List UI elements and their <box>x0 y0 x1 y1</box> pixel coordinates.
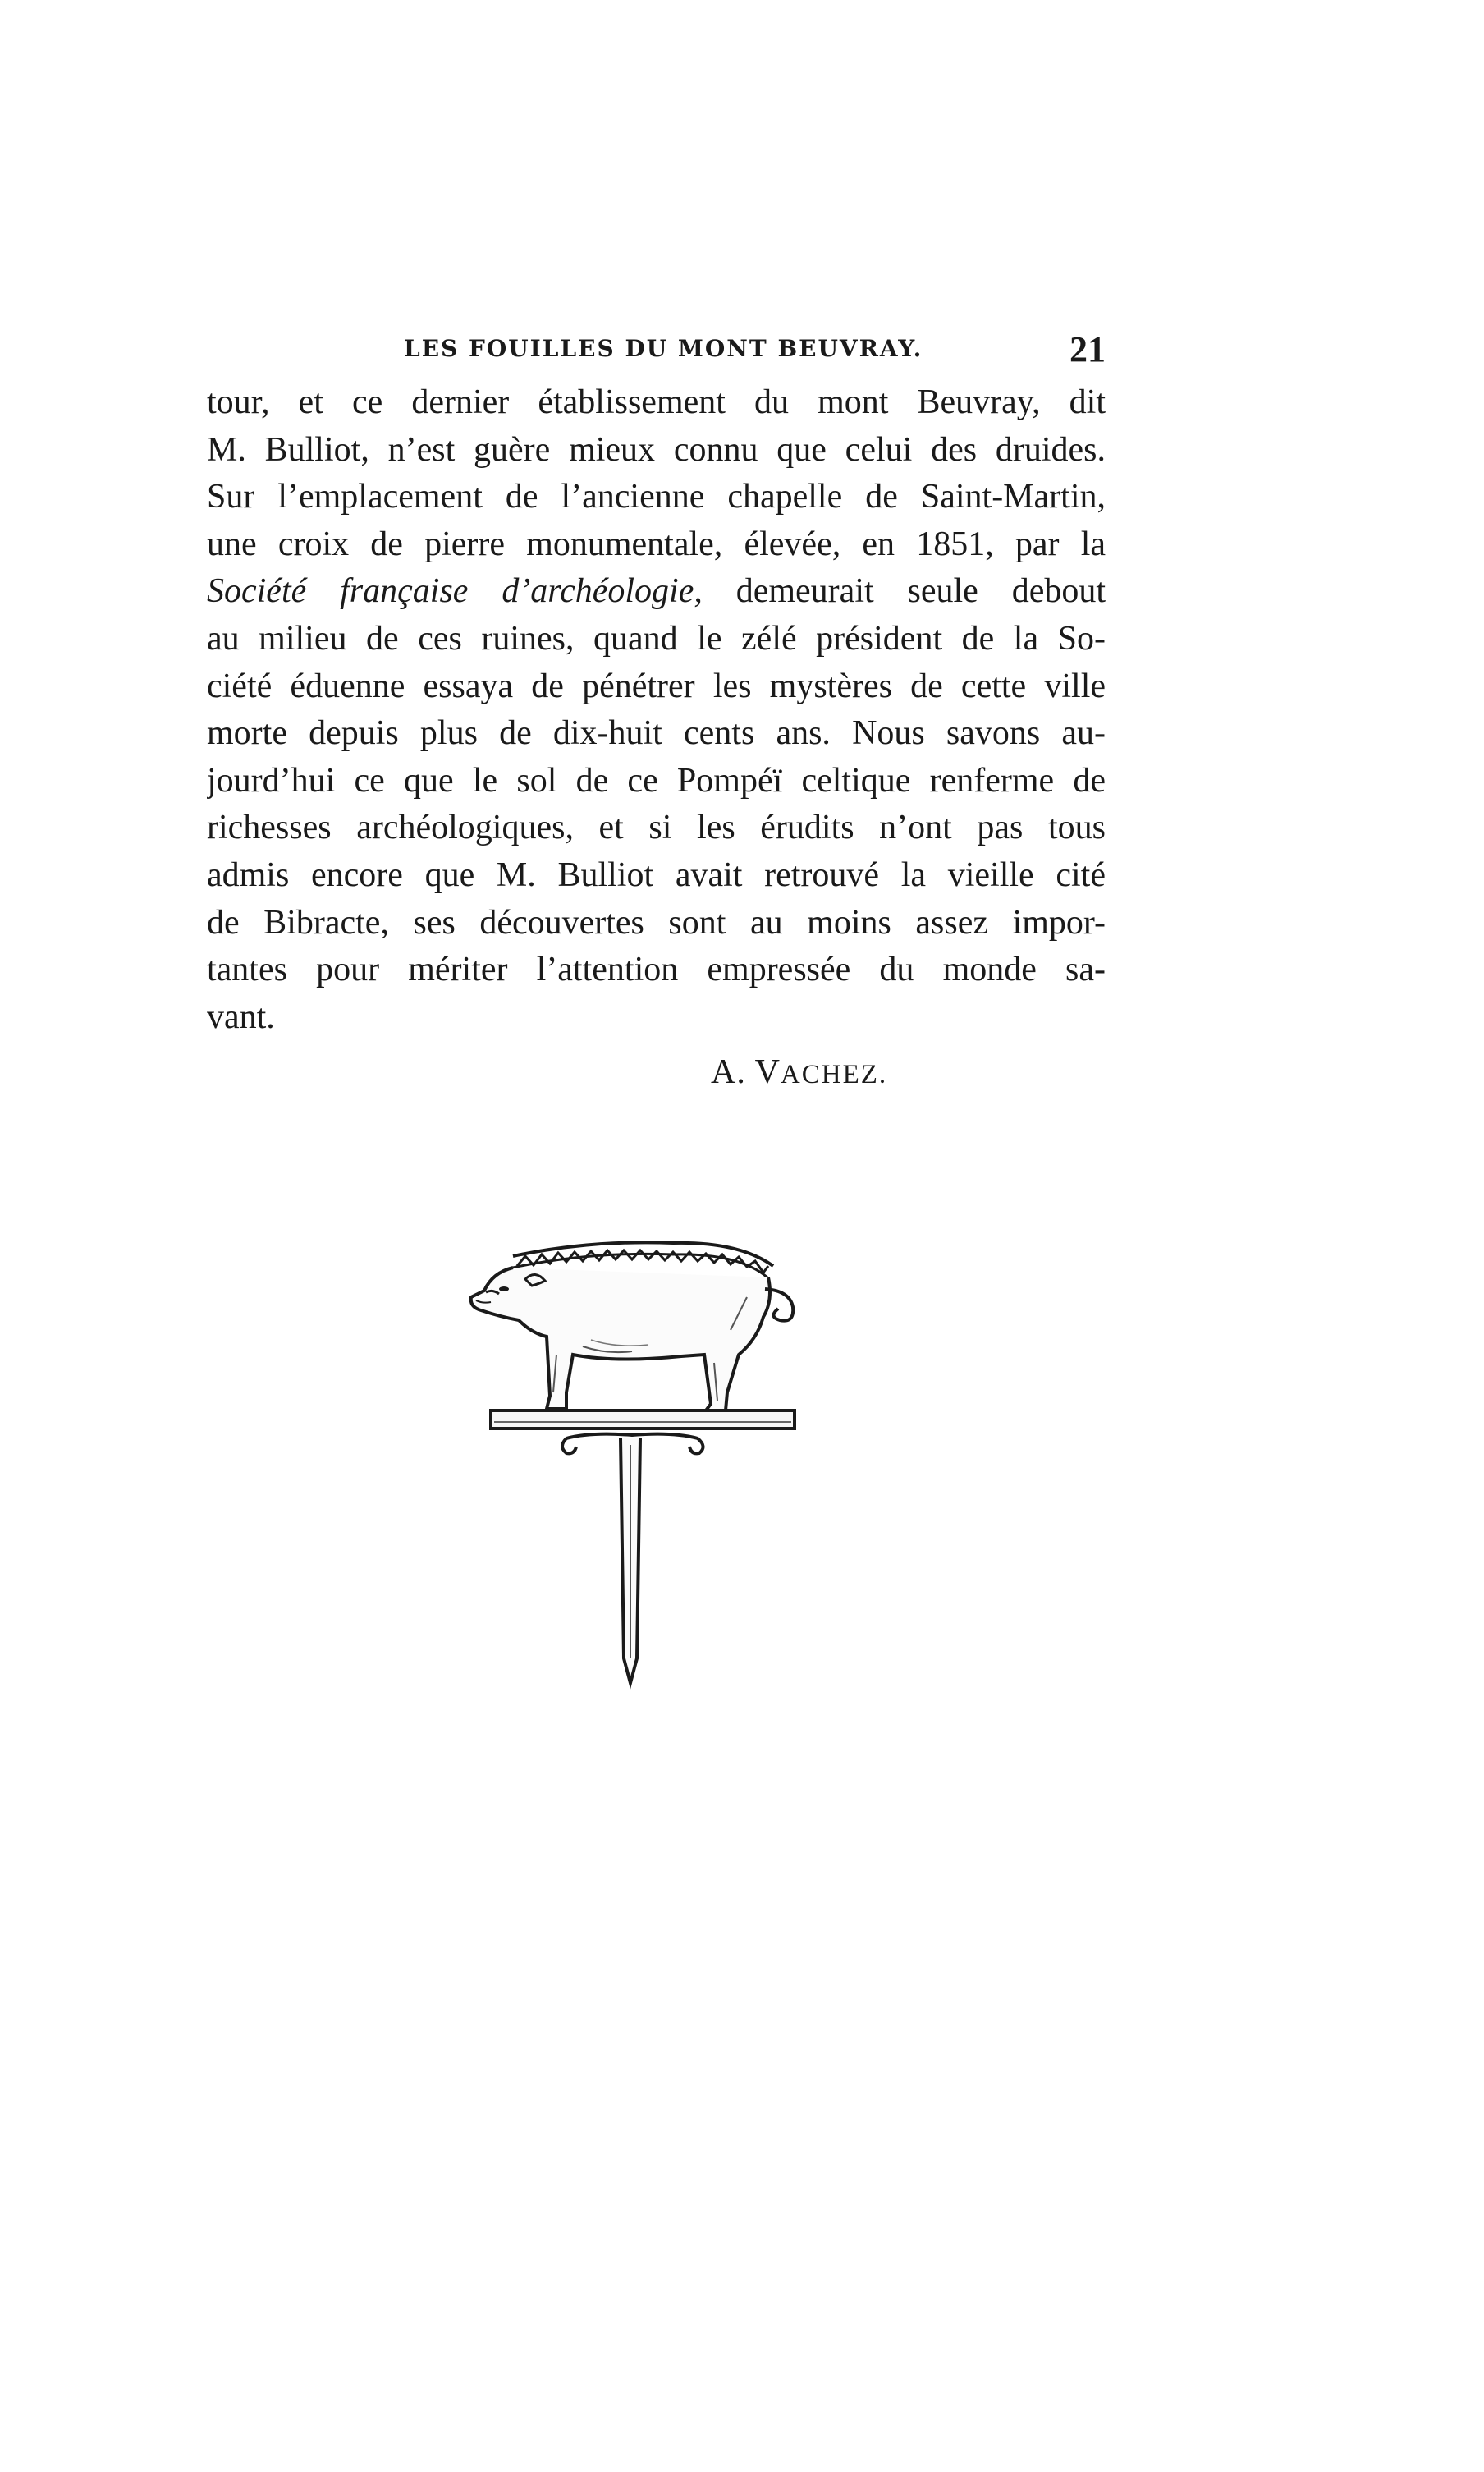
italic-society-name: Société française d’archéologie, <box>207 572 703 611</box>
text-line <box>207 568 1106 616</box>
signature-surname: ACHEZ. <box>780 1060 888 1089</box>
text-line: jourd’hui ce que le sol de ce Pompéï celtique renferme de <box>207 761 1106 800</box>
text-line: tour, et ce dernier établissement du mont Beuvray, dit <box>207 383 1106 421</box>
text-line: de Bibracte, ses découvertes sont au moins assez impor- <box>207 903 1106 942</box>
text-line-rest: demeurait seule debout <box>735 572 1106 611</box>
signature-initial: A. V <box>711 1053 781 1091</box>
text-line: ciété éduenne essaya de pénétrer les mystères de cette ville <box>207 667 1106 705</box>
text-line: Sur l’emplacement de l’ancienne chapelle de Saint-Martin, <box>207 478 1106 516</box>
text-line: admis encore que M. Bulliot avait retrouvé la vieille cité <box>207 855 1106 894</box>
page-number: 21 <box>1069 329 1106 369</box>
text-line: richesses archéologiques, et si les érudits n’ont pas tous <box>207 809 1106 847</box>
text-line: une croix de pierre monumentale, élevée, en 1851, par la <box>207 525 1106 563</box>
text-line: au milieu de ces ruines, quand le zélé président de la So- <box>207 619 1106 658</box>
boar-figurine-on-pin-icon <box>468 1231 821 1691</box>
author-signature <box>711 1053 887 1092</box>
body-text <box>207 379 1106 1041</box>
running-title: LES FOUILLES DU MONT BEUVRAY. <box>404 335 923 362</box>
text-line: tantes pour mériter l’attention empressée du monde sa- <box>207 951 1106 989</box>
text-line: M. Bulliot, n’est guère mieux connu que celui des druides. <box>207 430 1106 469</box>
text-line: vant. <box>207 998 275 1036</box>
text-line: morte depuis plus de dix-huit cents ans. Nous savons au- <box>207 714 1106 753</box>
running-head <box>207 328 1106 378</box>
